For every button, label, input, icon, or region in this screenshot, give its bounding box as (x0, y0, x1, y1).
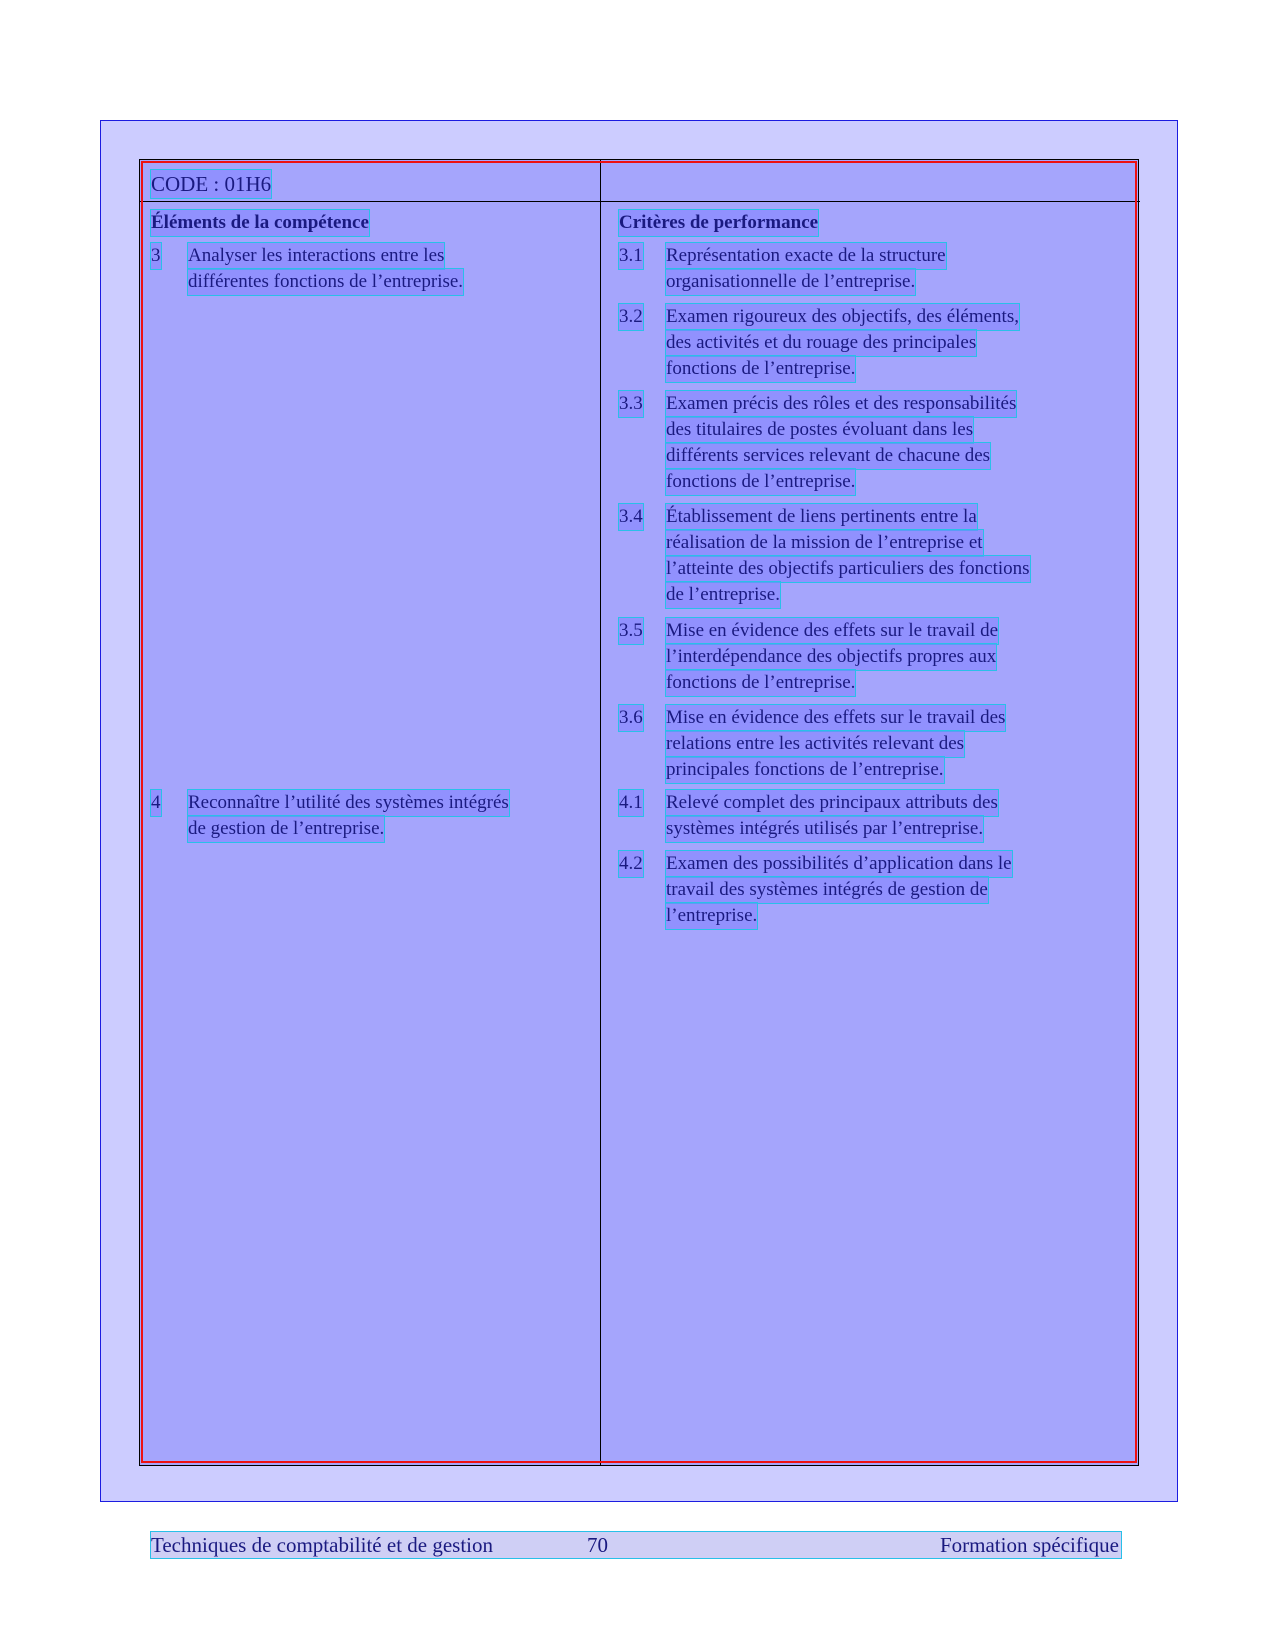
criterion-number: 3.4 (619, 504, 643, 530)
criteria-header: Critères de performance (619, 210, 818, 236)
criterion-text-line: travail des systèmes intégrés de gestion de (666, 877, 988, 903)
code-label: CODE : 01H6 (151, 172, 272, 196)
criterion-number: 3.2 (619, 304, 643, 330)
criterion-text-line: l’atteinte des objectifs particuliers des fonctions (666, 556, 1030, 582)
criterion-number: 4.1 (619, 790, 643, 816)
criterion-text-line: réalisation de la mission de l’entreprise et (666, 530, 983, 556)
criterion-text-line: Examen rigoureux des objectifs, des éléments, (666, 304, 1019, 330)
criterion-number: 3.1 (619, 243, 643, 269)
criterion-text-line: Établissement de liens pertinents entre la (666, 504, 977, 530)
criterion-text-line: différents services relevant de chacune des (666, 443, 990, 469)
footer-section-title: Formation spécifique (939, 1533, 1119, 1557)
footer-page-number: 70 (587, 1533, 608, 1557)
element-text-line: différentes fonctions de l’entreprise. (188, 269, 463, 295)
element-number: 3 (151, 243, 161, 269)
criterion-text-line: l’interdépendance des objectifs propres aux (666, 644, 996, 670)
criterion-text-line: fonctions de l’entreprise. (666, 356, 855, 382)
criterion-text-line: Mise en évidence des effets sur le travail de (666, 618, 998, 644)
criterion-number: 3.3 (619, 391, 643, 417)
criterion-number: 3.5 (619, 618, 643, 644)
element-text-line: de gestion de l’entreprise. (188, 816, 384, 842)
criterion-text-line: fonctions de l’entreprise. (666, 469, 855, 495)
elements-header: Éléments de la compétence (151, 210, 369, 236)
criterion-text-line: principales fonctions de l’entreprise. (666, 757, 944, 783)
element-number: 4 (151, 790, 161, 816)
criterion-text-line: Relevé complet des principaux attributs des (666, 790, 998, 816)
element-text-line: Reconnaître l’utilité des systèmes intégrés (188, 790, 509, 816)
criterion-text-line: des titulaires de postes évoluant dans les (666, 417, 973, 443)
criterion-text-line: organisationnelle de l’entreprise. (666, 269, 915, 295)
header-rule (140, 201, 1140, 202)
criterion-text-line: Mise en évidence des effets sur le travail des (666, 705, 1005, 731)
element-text-line: Analyser les interactions entre les (188, 243, 444, 269)
criterion-text-line: relations entre les activités relevant des (666, 731, 964, 757)
footer-program-title: Techniques de comptabilité et de gestion (151, 1533, 494, 1557)
criterion-text-line: Examen précis des rôles et des responsabilités (666, 391, 1016, 417)
criterion-text-line: l’entreprise. (666, 903, 757, 929)
criterion-text-line: des activités et du rouage des principales (666, 330, 976, 356)
criterion-text-line: Examen des possibilités d’application dans le (666, 851, 1012, 877)
page-footer (151, 1532, 1121, 1558)
criterion-number: 3.6 (619, 705, 643, 731)
criterion-number: 4.2 (619, 851, 643, 877)
criterion-text-line: fonctions de l’entreprise. (666, 670, 855, 696)
criterion-text-line: Représentation exacte de la structure (666, 243, 946, 269)
column-divider (600, 160, 601, 1465)
criterion-text-line: systèmes intégrés utilisés par l’entreprise. (666, 816, 983, 842)
criterion-text-line: de l’entreprise. (666, 582, 780, 608)
